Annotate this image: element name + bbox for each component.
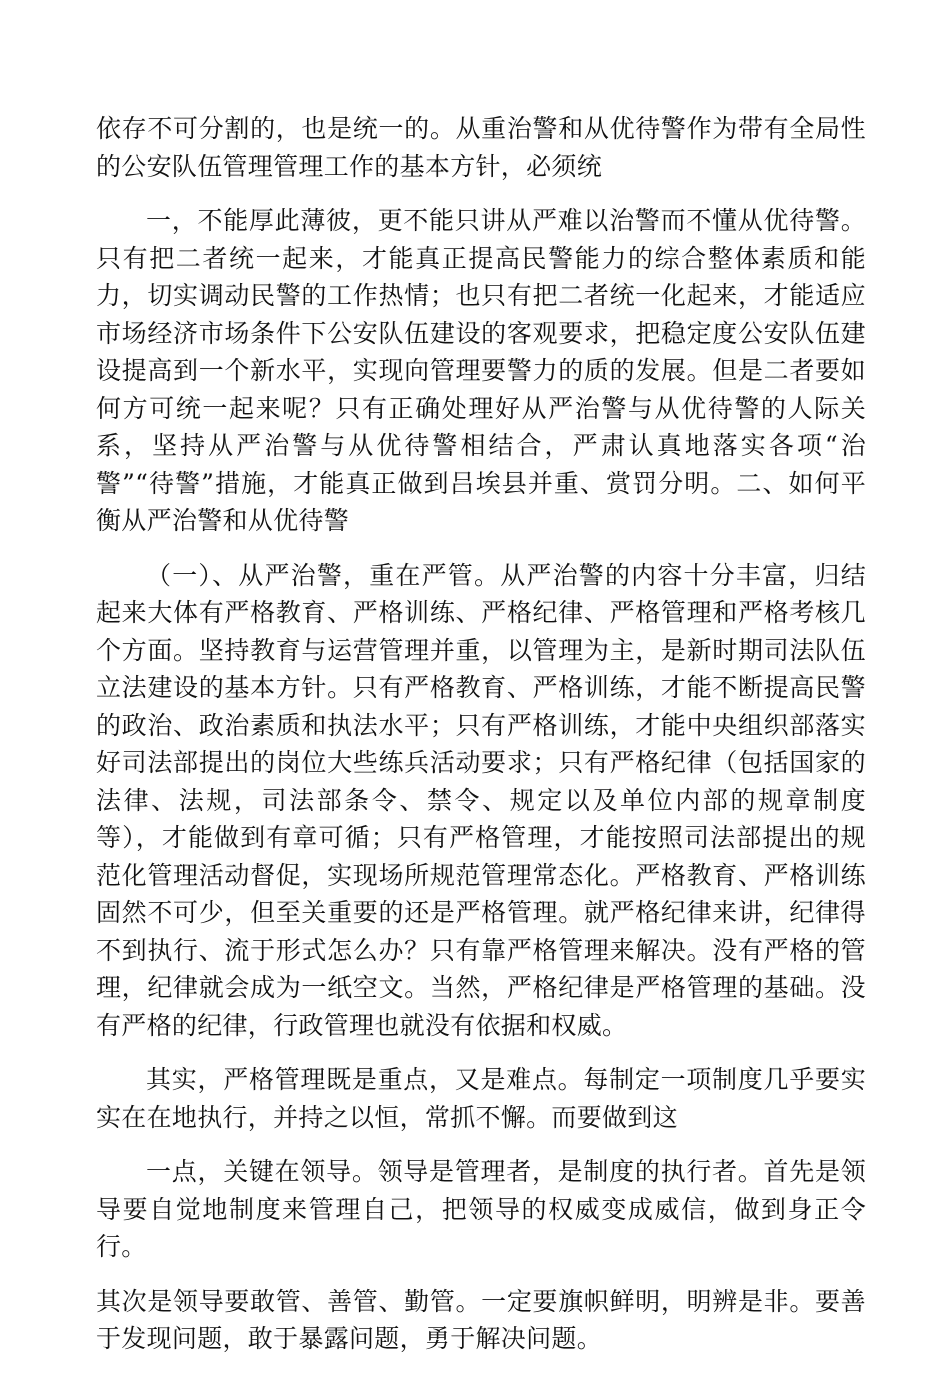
document-body — [96, 110, 866, 1375]
paragraph-2: 一，不能厚此薄彼，更不能只讲从严难以治警而不懂从优待警。只有把二者统一起来，才能真正提高民警能力的综合整体素质和能力，切实调动民警的工作热情；也只有把二者统一化起来，才能适应市场经济市场条件下公安队伍建设的客观要求，把稳定度公安队伍建设提高到一个新水平，实现向管理要警力的质的发展。但是二者要如何方可统一起来呢？只有正确处理好从严治警与从优待警的人际关系，坚持从严治警与从优待警相结合，严肃认真地落实各项“治警”“待警”措施，才能真正做到吕埃县并重、赏罚分明。二、如何平衡从严治警和从优待警 — [96, 206, 866, 535]
paragraph-5: 一点，关键在领导。领导是管理者，是制度的执行者。首先是领导要自觉地制度来管理自己，把领导的权威变成威信，做到身正令行。 — [96, 1157, 866, 1261]
paragraph-1: 依存不可分割的，也是统一的。从重治警和从优待警作为带有全局性的公安队伍管理管理工作的基本方针，必须统 — [96, 114, 866, 181]
paragraph-6: 其次是领导要敢管、善管、勤管。一定要旗帜鲜明，明辨是非。要善于发现问题，敢于暴露问题，勇于解决问题。 — [96, 1286, 866, 1353]
paragraph-3: （一）、从严治警，重在严管。从严治警的内容十分丰富，归结起来大体有严格教育、严格训练、严格纪律、严格管理和严格考核几个方面。坚持教育与运营管理并重，以管理为主，是新时期司法队伍立法建设的基本方针。只有严格教育、严格训练，才能不断提高民警的政治、政治素质和执法水平；只有严格训练，才能中央组织部落实好司法部提出的岗位大些练兵活动要求；只有严格纪律（包括国家的法律、法规，司法部条令、禁令、规定以及单位内部的规章制度等），才能做到有章可循；只有严格管理，才能按照司法部提出的规范化管理活动督促，实现场所规范管理常态化。严格教育、严格训练固然不可少，但至关重要的还是严格管理。就严格纪律来讲，纪律得不到执行、流于形式怎么办？只有靠严格管理来解决。没有严格的管理，纪律就会成为一纸空文。当然，严格纪律是严格管理的基础。没有严格的纪律，行政管理也就没有依据和权威。 — [96, 560, 866, 1040]
paragraph-4: 其实，严格管理既是重点，又是难点。每制定一项制度几乎要实实在在地执行，并持之以恒，常抓不懈。而要做到这 — [96, 1065, 866, 1132]
